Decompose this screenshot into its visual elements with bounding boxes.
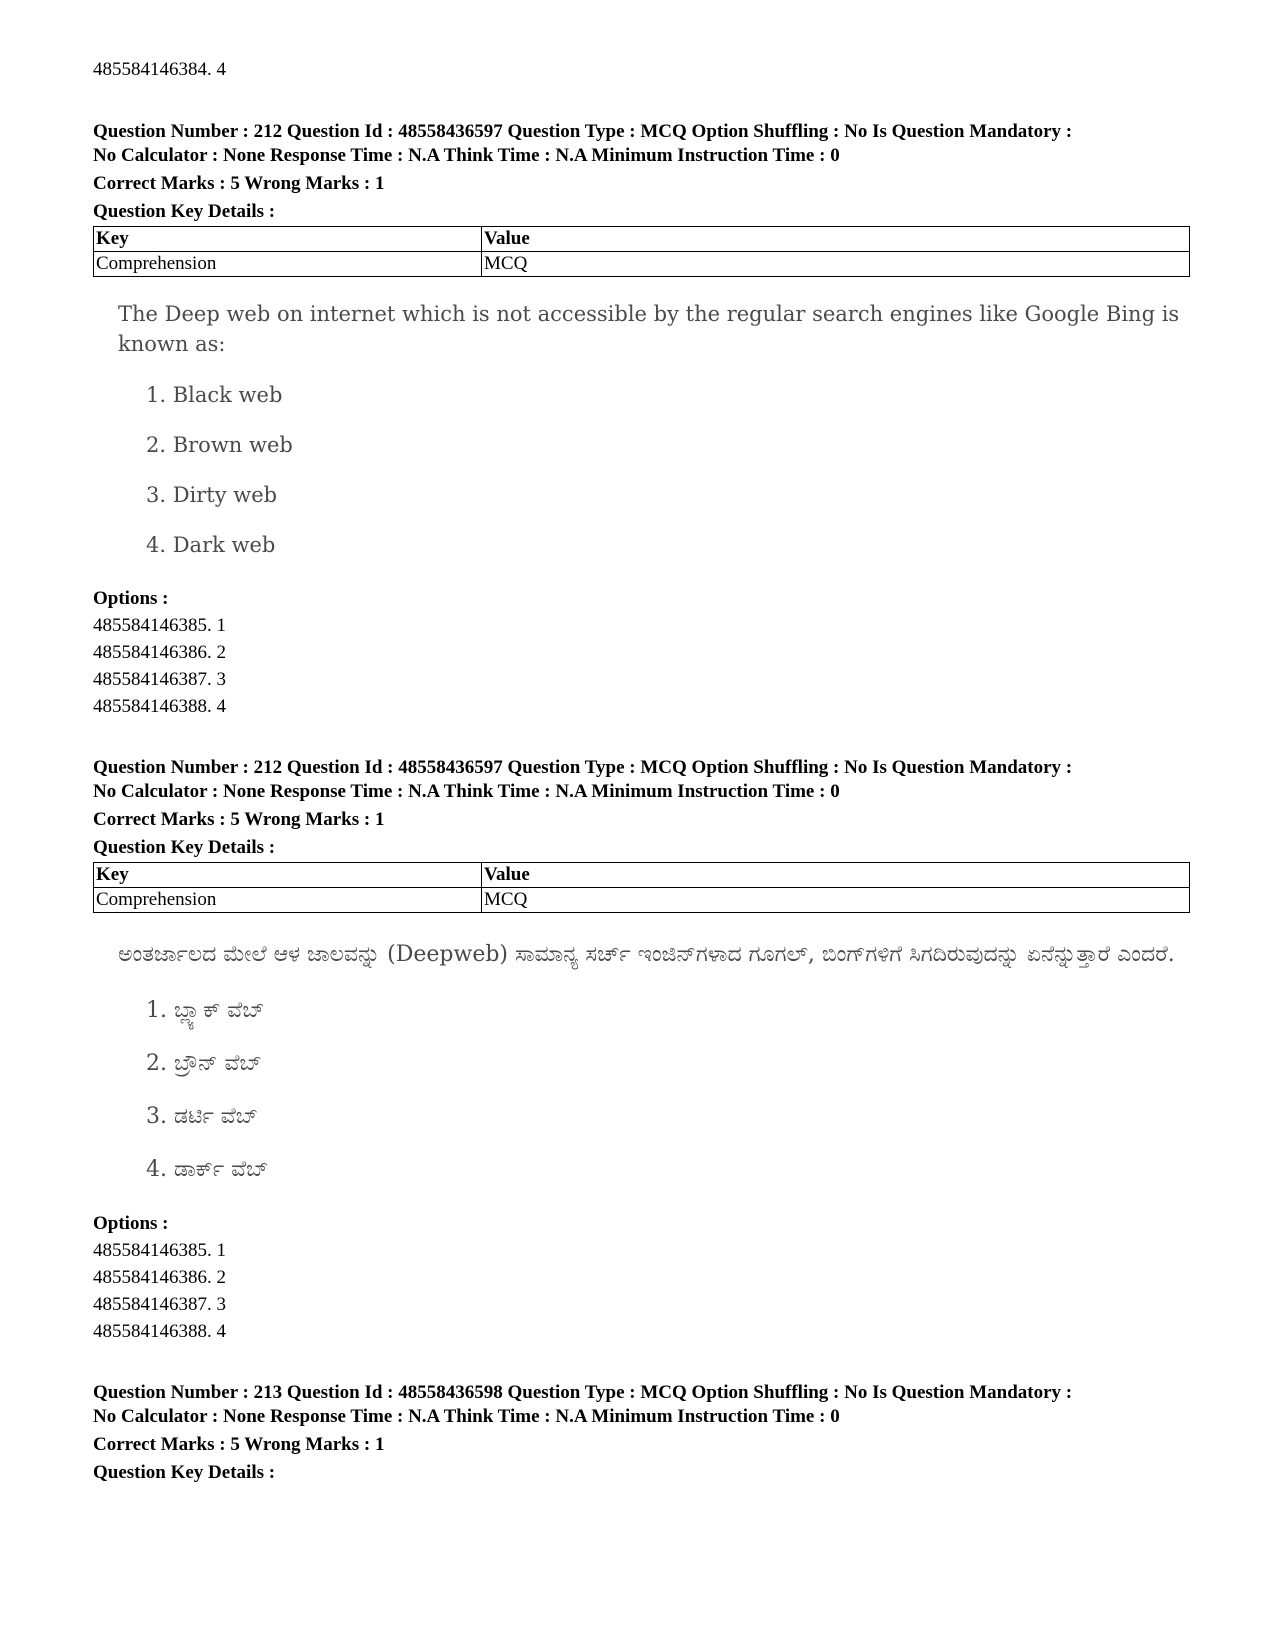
question-header-line2: No Calculator : None Response Time : N.A Think Time : N.A Minimum Instruction Time : 0 [93, 145, 840, 166]
question-option-2: 2. ಬ್ರೌನ್ ವೆಬ್ [146, 1051, 262, 1076]
question-image [93, 299, 1193, 557]
option-line-1: 485584146385. 1 [93, 615, 226, 636]
table-header-key: Key [94, 227, 482, 252]
question-header-line1: Question Number : 212 Question Id : 48558436597 Question Type : MCQ Option Shuffling : No Is Question Mandatory : [93, 757, 1073, 778]
key-details-label: Question Key Details : [93, 1462, 276, 1483]
question-option-4: 4. Dark web [146, 533, 276, 557]
question-block-212-en [93, 120, 1193, 719]
previous-option-line: 485584146384. 4 [93, 59, 226, 80]
table-row [94, 252, 1190, 277]
question-option-4: 4. ಡಾರ್ಕ್ ವೆಬ್ [146, 1157, 269, 1182]
table-header-row [94, 227, 1190, 252]
option-line-4: 485584146388. 4 [93, 696, 226, 717]
question-header-line1: Question Number : 213 Question Id : 48558436598 Question Type : MCQ Option Shuffling : No Is Question Mandatory : [93, 1382, 1073, 1403]
option-line-2: 485584146386. 2 [93, 642, 226, 663]
question-option-1: 1. Black web [146, 383, 283, 407]
table-row [94, 888, 1190, 913]
question-header-line2: No Calculator : None Response Time : N.A Think Time : N.A Minimum Instruction Time : 0 [93, 781, 840, 802]
question-option-3: 3. Dirty web [146, 483, 278, 507]
question-image [93, 939, 1193, 1182]
table-cell-key: Comprehension [94, 888, 482, 913]
question-block-212-kn [93, 756, 1193, 1344]
option-line-3: 485584146387. 3 [93, 669, 226, 690]
marks-line: Correct Marks : 5 Wrong Marks : 1 [93, 1434, 385, 1455]
options-label: Options : [93, 1213, 169, 1234]
options-label: Options : [93, 588, 169, 609]
table-header-value: Value [482, 227, 1190, 252]
question-option-3: 3. ಡರ್ಟಿ ವೆಬ್ [146, 1104, 258, 1129]
table-cell-value: MCQ [482, 888, 1190, 913]
question-option-2: 2. Brown web [146, 433, 293, 457]
question-block-213 [93, 1381, 1193, 1485]
table-header-row [94, 863, 1190, 888]
option-line-2: 485584146386. 2 [93, 1267, 226, 1288]
table-cell-value: MCQ [482, 252, 1190, 277]
marks-line: Correct Marks : 5 Wrong Marks : 1 [93, 173, 385, 194]
question-stem: The Deep web on internet which is not accessible by the regular search engines like Google Bing is known as: [118, 302, 1180, 356]
option-line-3: 485584146387. 3 [93, 1294, 226, 1315]
marks-line: Correct Marks : 5 Wrong Marks : 1 [93, 809, 385, 830]
key-details-table [93, 862, 1190, 913]
key-details-label: Question Key Details : [93, 837, 276, 858]
question-header-line2: No Calculator : None Response Time : N.A Think Time : N.A Minimum Instruction Time : 0 [93, 1406, 840, 1427]
table-header-key: Key [94, 863, 482, 888]
option-line-1: 485584146385. 1 [93, 1240, 226, 1261]
question-header-line1: Question Number : 212 Question Id : 48558436597 Question Type : MCQ Option Shuffling : No Is Question Mandatory : [93, 121, 1073, 142]
document-page [93, 58, 1193, 1485]
key-details-label: Question Key Details : [93, 201, 276, 222]
question-option-1: 1. ಬ್ಲ್ಯಾಕ್ ವೆಬ್ [146, 998, 265, 1023]
question-stem: ಅಂತರ್ಜಾಲದ ಮೇಲೆ ಆಳ ಜಾಲವನ್ನು (Deepweb) ಸಾಮಾನ್ಯ ಸರ್ಚ್ ಇಂಜಿನ್‌ಗಳಾದ ಗೂಗಲ್, ಬಿಂಗ್‌ಗಳಿಗೆ ಸಿಗದಿರುವುದನ್ನು ಏನೆನ್ನುತ್ತಾರೆ ಎಂದರೆ. [118, 942, 1175, 967]
table-header-value: Value [482, 863, 1190, 888]
table-cell-key: Comprehension [94, 252, 482, 277]
key-details-table [93, 226, 1190, 277]
option-line-4: 485584146388. 4 [93, 1321, 226, 1342]
